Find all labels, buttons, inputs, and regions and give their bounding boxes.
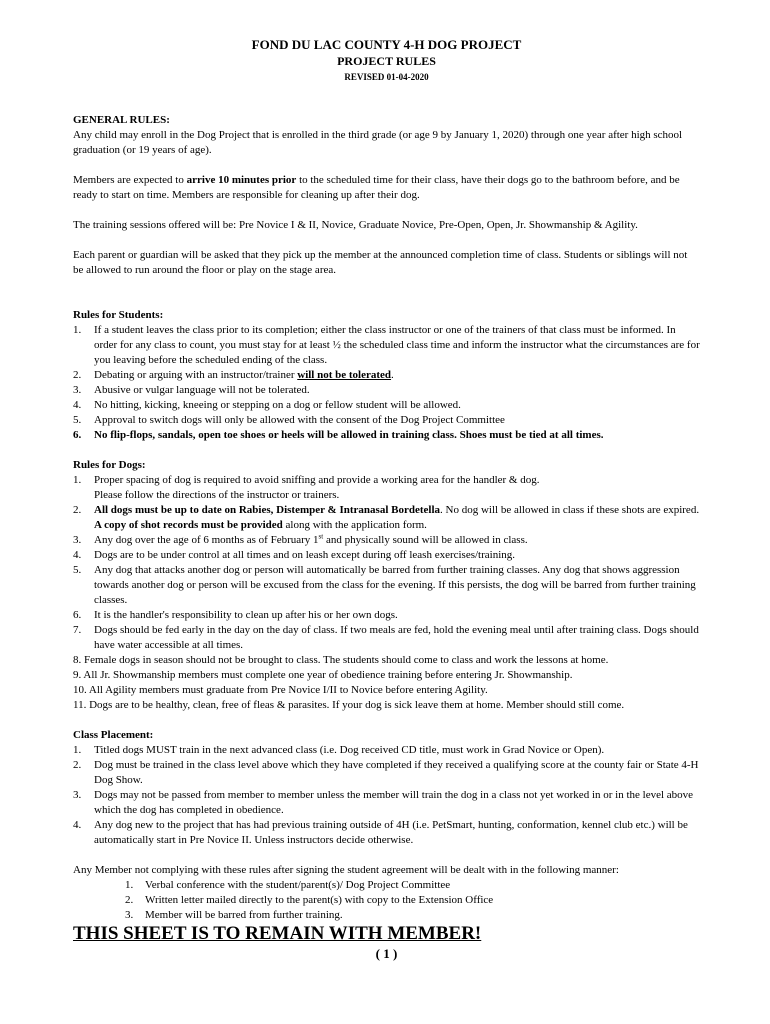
- document-title: FOND DU LAC COUNTY 4-H DOG PROJECT: [251, 37, 522, 52]
- dog-rules-title: Rules for Dogs:: [73, 459, 146, 471]
- list-item: 1. Titled dogs MUST train in the next advanced class (i.e. Dog received CD title, must work in Grad Novice or Open).: [73, 744, 605, 756]
- retain-sheet-notice: THIS SHEET IS TO REMAIN WITH MEMBER!: [73, 923, 482, 944]
- class-placement-list: [73, 743, 700, 848]
- general-rules-title: GENERAL RULES:: [73, 114, 170, 126]
- general-rules-paragraph-1: Any child may enroll in the Dog Project that is enrolled in the third grade (or age 9 by January 1, 2020) through one year after high school graduation (or 19 years of age).: [73, 129, 683, 156]
- list-item: 3. Abusive or vulgar language will not be tolerated.: [73, 384, 310, 396]
- dog-rule-9: 9. All Jr. Showmanship members must complete one year of obedience training before entering Jr. Showmanship.: [73, 669, 573, 681]
- list-item: 1. If a student leaves the class prior to its completion; either the class instructor or one of the trainers of that class must be informed. In order for any class to count, you must stay for at least ½ the scheduled class time and inform the instructor what the circumstances are for you leaving before the scheduled ending of the class.: [73, 324, 700, 366]
- list-item: 4. No hitting, kicking, kneeing or stepping on a dog or fellow student will be allowed.: [73, 399, 461, 411]
- compliance-section: [73, 863, 700, 923]
- list-item: 6. It is the handler's responsibility to clean up after his or her own dogs.: [73, 609, 398, 621]
- compliance-intro: Any Member not complying with these rules after signing the student agreement will be dealt with in the following manner:: [73, 864, 619, 876]
- general-rules-paragraph-3: The training sessions offered will be: Pre Novice I & II, Novice, Graduate Novice, Pre-Open, Open, Jr. Showmanship & Agility.: [73, 219, 638, 231]
- list-item: 1. Verbal conference with the student/parent(s)/ Dog Project Committee: [125, 879, 451, 891]
- class-placement-section: [73, 728, 700, 848]
- list-item: 6. No flip-flops, sandals, open toe shoes or heels will be allowed in training class. Shoes must be tied at all times.: [73, 429, 604, 441]
- list-item: 3. Any dog over the age of 6 months as of February 1st and physically sound will be allowed in class.: [73, 532, 528, 546]
- dog-rule-10: 10. All Agility members must graduate from Pre Novice I/II to Novice before entering Agility.: [73, 684, 488, 696]
- document-subtitle: PROJECT RULES: [337, 54, 436, 68]
- dog-rules-list: [73, 473, 700, 653]
- list-item: 5. Approval to switch dogs will only be allowed with the consent of the Dog Project Committee: [73, 414, 505, 426]
- student-rules-section: [73, 308, 700, 443]
- list-item: 2. Written letter mailed directly to the parent(s) with copy to the Extension Office: [125, 894, 494, 906]
- revision-date: REVISED 01-04-2020: [344, 72, 429, 82]
- list-item: 4. Dogs are to be under control at all times and on leash except during off leash exercises/training.: [73, 549, 516, 561]
- document-header: [73, 36, 700, 83]
- list-item: 4. Any dog new to the project that has had previous training outside of 4H (i.e. PetSmart, hunting, conformation, kennel club etc.) will be automatically start in Pre Novice II. Unless instructors decide otherwise.: [73, 819, 688, 846]
- compliance-list: [73, 878, 700, 923]
- student-rules-title: Rules for Students:: [73, 309, 164, 321]
- dog-rule-11: 11. Dogs are to be healthy, clean, free of fleas & parasites. If your dog is sick leave them at home. Member should still come.: [73, 699, 625, 711]
- list-item: 3. Dogs may not be passed from member to member unless the member will train the dog in a class not yet worked in or in the level above which the dog has completed in obedience.: [73, 789, 694, 816]
- general-rules-paragraph-2: Members are expected to arrive 10 minutes prior to the scheduled time for their class, have their dogs go to the bathroom before, and be ready to start on time. Members are responsible for cleaning up after their dog.: [73, 174, 680, 201]
- page-number: ( 1 ): [375, 946, 398, 961]
- general-rules-paragraph-4: Each parent or guardian will be asked that they pick up the member at the announced completion time of class. Students or siblings will not be allowed to run around the floor or play on the stage area.: [73, 249, 688, 276]
- dog-rules-section: [73, 458, 700, 713]
- list-item: 5. Any dog that attacks another dog or person will automatically be barred from further training classes. Any dog that shows aggression towards another dog or person will be excused from the class for the evening. If this persists, the dog will be barred from further training classes.: [73, 564, 696, 606]
- list-item: 2. Debating or arguing with an instructor/trainer will not be tolerated.: [73, 369, 394, 381]
- student-rules-list: [73, 323, 700, 443]
- list-item: 7. Dogs should be fed early in the day on the day of class. If two meals are fed, hold the evening meal until after training class. Dogs should have water accessible at all times.: [73, 624, 699, 651]
- dog-rule-8: 8. Female dogs in season should not be brought to class. The students should come to class and work the lessons at home.: [73, 654, 609, 666]
- list-item: 2. All dogs must be up to date on Rabies, Distemper & Intranasal Bordetella. No dog will be allowed in class if these shots are expired. A copy of shot records must be provided along with the application form.: [73, 504, 700, 531]
- list-item: 1. Proper spacing of dog is required to avoid sniffing and provide a working area for the handler & dog. Please follow the directions of the instructor or trainers.: [73, 474, 540, 501]
- general-rules-section: [73, 113, 700, 278]
- list-item: 2. Dog must be trained in the class level above which they have completed if they received a qualifying score at the county fair or State 4-H Dog Show.: [73, 759, 699, 786]
- list-item: 3. Member will be barred from further training.: [125, 909, 343, 921]
- class-placement-title: Class Placement:: [73, 729, 154, 741]
